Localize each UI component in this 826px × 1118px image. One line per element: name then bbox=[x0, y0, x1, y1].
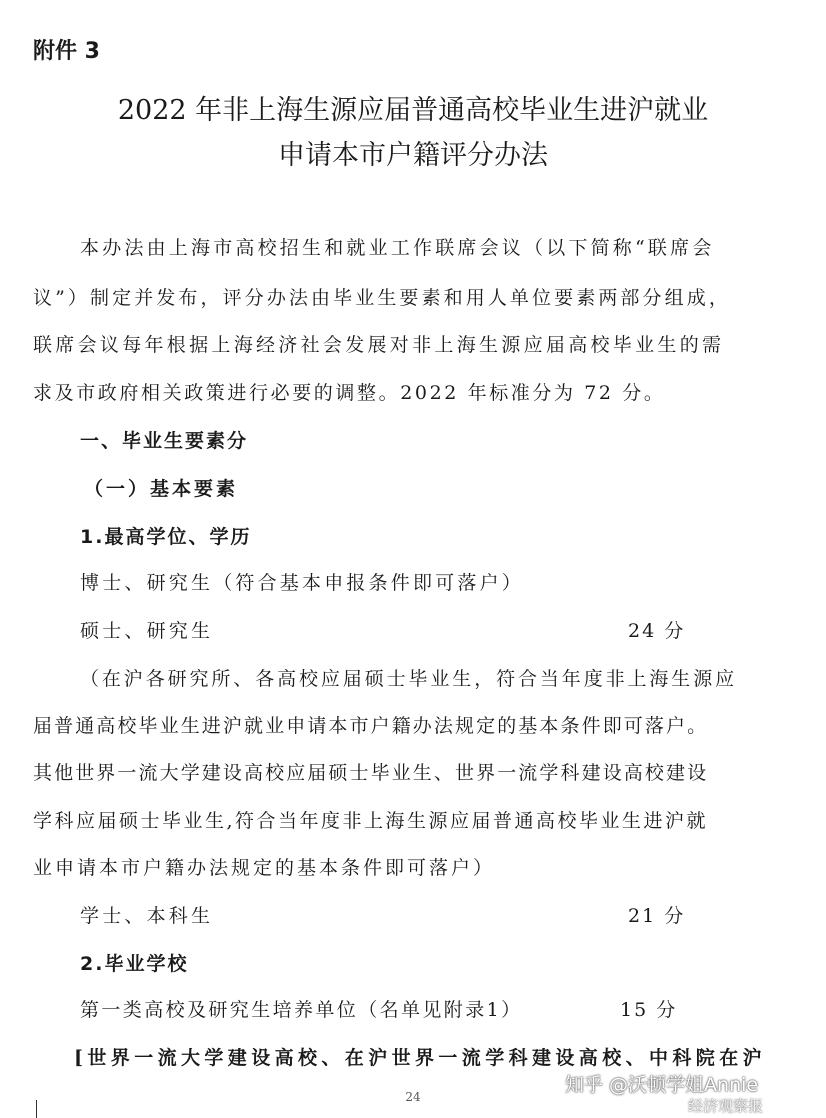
note-line: 业申请本市户籍办法规定的基本条件即可落户） bbox=[33, 857, 496, 879]
class1-label: 第一类高校及研究生培养单位（名单见附录1） bbox=[80, 999, 523, 1021]
document-title-line-2: 申请本市户籍评分办法 bbox=[278, 140, 548, 171]
intro-line: 本办法由上海市高校招生和就业工作联席会议（以下简称“联席会 bbox=[80, 237, 715, 259]
intro-line: 联席会议每年根据上海经济社会发展对非上海生源应届高校毕业生的需 bbox=[33, 334, 725, 356]
note-line: 届普通高校毕业生进沪就业申请本市户籍办法规定的基本条件即可落户。 bbox=[33, 715, 709, 737]
page-number: 24 bbox=[405, 1090, 421, 1104]
doctor-line: 博士、研究生（符合基本申报条件即可落户） bbox=[80, 572, 525, 594]
watermark-text: 知乎 @沃顿学姐Annie bbox=[565, 1074, 759, 1096]
master-score: 24 分 bbox=[628, 620, 686, 642]
bracket-line: [世界一流大学建设高校、在沪世界一流学科建设高校、中科院在沪 bbox=[74, 1047, 766, 1069]
note-line: 其他世界一流大学建设高校应届硕士毕业生、世界一流学科建设高校建设 bbox=[33, 762, 709, 784]
section-heading: 一、毕业生要素分 bbox=[80, 430, 249, 452]
master-label: 硕士、研究生 bbox=[80, 620, 214, 642]
watermark-text-secondary: 经济观察报 bbox=[688, 1097, 764, 1115]
subsection-heading: （一）基本要素 bbox=[84, 478, 239, 500]
item-heading: 2.毕业学校 bbox=[80, 953, 189, 975]
attachment-label: 附件 3 bbox=[33, 39, 100, 64]
intro-line: 议”）制定并发布，评分办法由毕业生要素和用人单位要素两部分组成， bbox=[33, 287, 731, 309]
item-heading: 1.最高学位、学历 bbox=[80, 526, 252, 548]
intro-line: 求及市政府相关政策进行必要的调整。2022 年标准分为 72 分。 bbox=[33, 382, 666, 404]
bachelor-label: 学士、本科生 bbox=[80, 905, 214, 927]
class1-score: 15 分 bbox=[620, 999, 678, 1021]
note-line: 学科应届硕士毕业生,符合当年度非上海生源应届普通高校毕业生进沪就 bbox=[33, 810, 709, 832]
note-line: （在沪各研究所、各高校应届硕士毕业生，符合当年度非上海生源应 bbox=[80, 668, 738, 690]
bachelor-score: 21 分 bbox=[628, 905, 686, 927]
document-title-line-1: 2022 年非上海生源应届普通高校毕业生进沪就业 bbox=[117, 95, 709, 126]
page-corner-mark bbox=[0, 1100, 37, 1118]
